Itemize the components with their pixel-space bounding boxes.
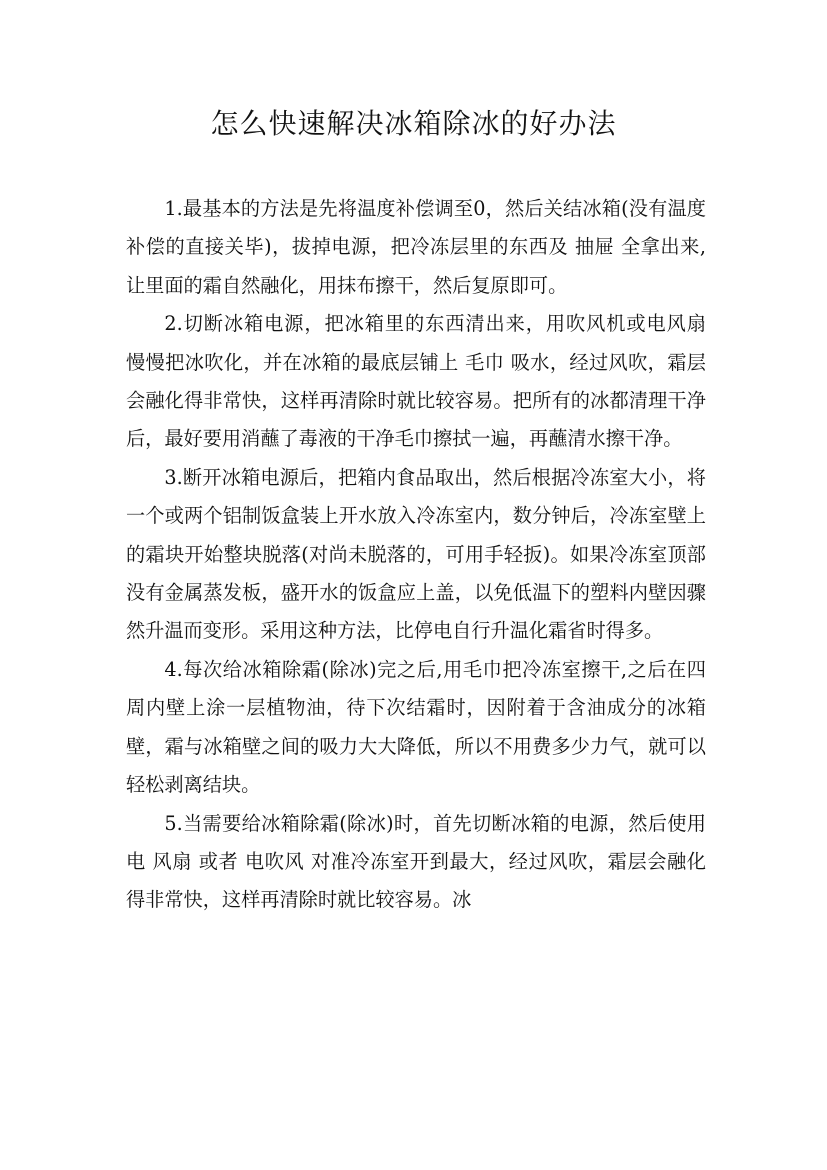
paragraph-2: 2.切断冰箱电源，把冰箱里的东西清出来，用吹风机或电风扇 慢慢把冰吹化，并在冰箱的最底层铺上 毛巾 吸水，经过风吹，霜层会融化得非常快，这样再清除时就比较容易。把所有的冰都清理干净后，最好要用消蘸了毒液的干净毛巾擦拭一遍，再蘸清水擦干净。 [126, 312, 706, 451]
document-title: 怎么快速解决冰箱除冰的好办法 [210, 107, 617, 140]
paragraph-3: 3.断开冰箱电源后，把箱内食品取出，然后根据冷冻室大小，将一个或两个铝制饭盒装上开水放入冷冻室内，数分钟后，冷冻室壁上的霜块开始整块脱落(对尚未脱落的，可用手轻扳)。如果冷冻室顶部没有金属蒸发板，盛开水的饭盒应上盖，以免低温下的塑料内壁因骤然升温而变形。采用这种方法，比停电自行升温化霜省时得多。 [126, 465, 706, 643]
paragraph-4: 4.每次给冰箱除霜(除冰)完之后,用毛巾把冷冻室擦干,之后在四周内壁上涂一层植物油，待下次结霜时，因附着于含油成分的冰箱壁，霜与冰箱壁之间的吸力大大降低，所以不用费多少力气，就可以轻松剥离结块。 [126, 657, 706, 797]
document-body [126, 190, 706, 920]
paragraph-5: 5.当需要给冰箱除霜(除冰)时，首先切断冰箱的电源，然后使用电 风扇 或者 电吹风 对准冷冻室开到最大，经过风吹，霜层会融化得非常快，这样再清除时就比较容易。冰 [126, 811, 706, 912]
paragraph-1: 1.最基本的方法是先将温度补偿调至0，然后关结冰箱(没有温度补偿的直接关毕)，拔掉电源，把冷冻层里的东西及 抽屉 全拿出来,让里面的霜自然融化，用抹布擦干，然后复原即可。 [126, 197, 706, 297]
